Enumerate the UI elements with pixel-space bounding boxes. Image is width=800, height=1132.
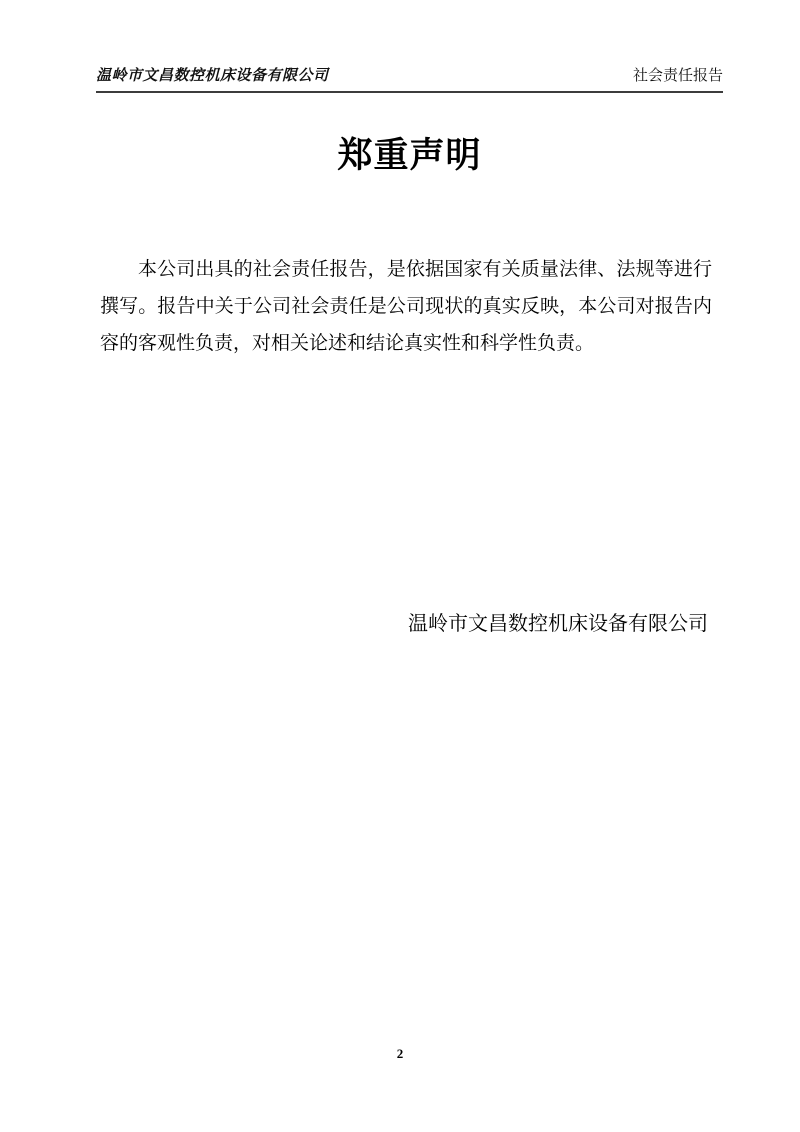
signature-company-name: 温岭市文昌数控机床设备有限公司 [408,613,708,635]
page-title: 郑重声明 [337,136,482,175]
page-header [96,66,723,93]
header-report-title: 社会责任报告 [632,68,723,84]
declaration-paragraph: 本公司出具的社会责任报告，是依据国家有关质量法律、法规等进行撰写。报告中关于公司社会责任是公司现状的真实反映，本公司对报告内容的客观性负责，对相关论述和结论真实性和科学性负责。 [100,259,712,354]
header-company-name: 温岭市文昌数控机床设备有限公司 [96,68,329,84]
page-number: 2 [396,1046,404,1061]
